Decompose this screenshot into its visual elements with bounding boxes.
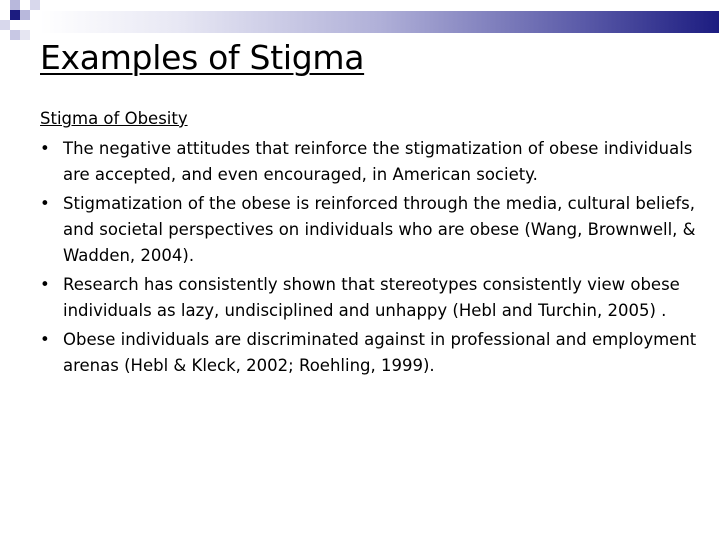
bullet-dot-icon: • xyxy=(40,330,50,349)
bullet-text: Research has consistently shown that stereotypes consistently view obese individuals as lazy, undisciplined and unhappy (Hebl and Turchin, 2005) . xyxy=(63,275,680,320)
slide-title: Examples of Stigma xyxy=(40,38,365,77)
top-gradient-band xyxy=(40,11,719,33)
bullet-dot-icon: • xyxy=(40,275,50,294)
bullet-dot-icon: • xyxy=(40,194,50,213)
bullet-item xyxy=(40,327,700,379)
bullet-item xyxy=(40,136,700,188)
bullet-list xyxy=(40,136,700,379)
decor-square xyxy=(10,30,20,40)
decor-square xyxy=(0,20,10,30)
bullet-text: Obese individuals are discriminated against in professional and employment arenas (Hebl & Kleck, 2002; Roehling, 1999). xyxy=(63,330,697,375)
bullet-dot-icon: • xyxy=(40,139,50,158)
decor-square xyxy=(10,10,20,20)
subheading: Stigma of Obesity xyxy=(40,109,188,128)
decor-square xyxy=(30,0,40,10)
bullet-text: Stigmatization of the obese is reinforced through the media, cultural beliefs, and societal perspectives on individuals who are obese (Wang, Brownwell, & Wadden, 2004). xyxy=(63,194,696,265)
bullet-item xyxy=(40,272,700,324)
decor-square xyxy=(20,30,30,40)
bullet-item xyxy=(40,191,700,269)
decor-square xyxy=(10,0,20,10)
slide-body xyxy=(40,106,700,382)
bullet-text: The negative attitudes that reinforce the stigmatization of obese individuals are accepted, and even encouraged, in American society. xyxy=(63,139,693,184)
decor-square xyxy=(20,10,30,20)
